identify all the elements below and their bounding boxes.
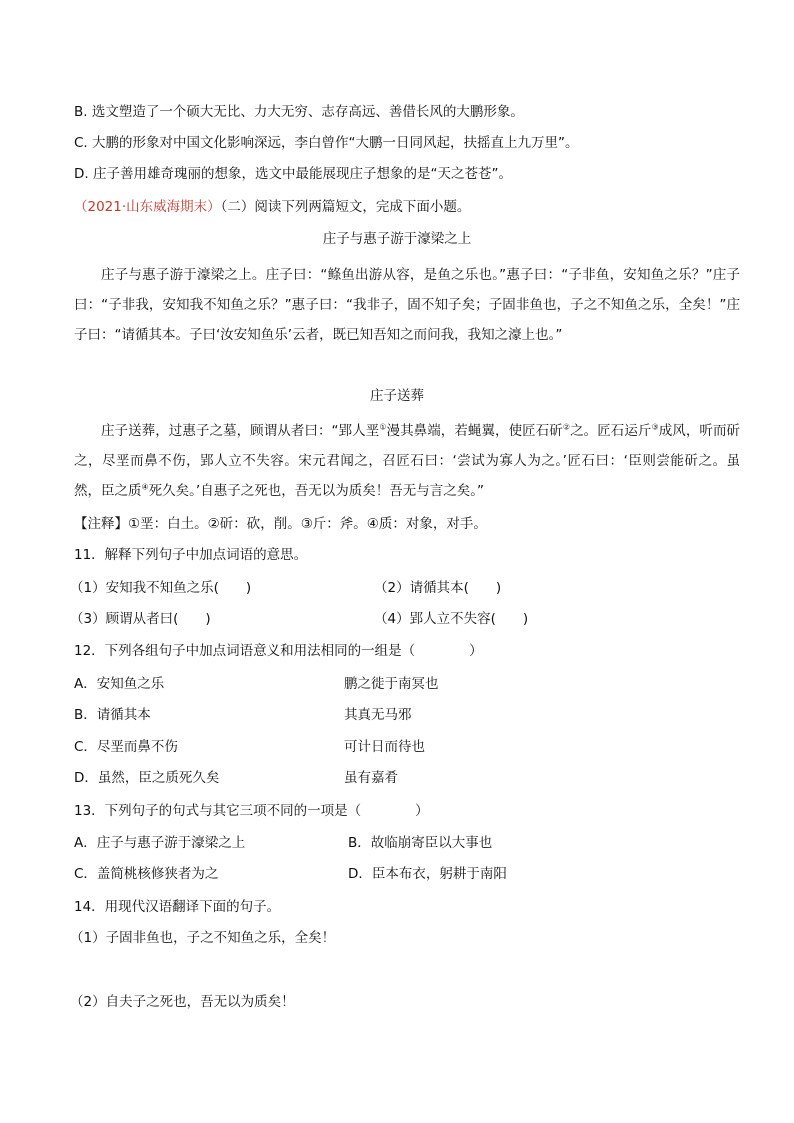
q12-option-d-right: 虽有嘉肴 bbox=[344, 770, 398, 786]
footnote-mark-2: ② bbox=[562, 422, 571, 432]
q12-option-c-right: 可计日而待也 bbox=[344, 739, 425, 755]
q11-item-1: （1）安知我不知鱼之乐( ) bbox=[70, 580, 252, 596]
q12-option-a-left: A．安知鱼之乐 bbox=[74, 676, 165, 692]
q11-stem: 11．解释下列句子中加点词语的意思。 bbox=[74, 547, 308, 563]
passage2-title: 庄子送葬 bbox=[370, 388, 424, 404]
q12-option-d-left: D．虽然，臣之质死久矣 bbox=[74, 770, 220, 786]
footnote-mark-1: ① bbox=[379, 422, 387, 432]
passage1-text: 庄子与惠子游于濠梁之上。庄子曰：“鲦鱼出游从容，是鱼之乐也。”惠子曰：“子非鱼，安知鱼之乐？”庄子曰：“子非我，安知我不知鱼之乐？”惠子曰：“我非子，固不知子矣；子固非鱼也，子之不知鱼之乐，全矣！”庄子曰：“请循其本。子曰‘汝安知鱼乐’云者，既已知吾知之而问我，我知之濠上也。” bbox=[74, 267, 740, 343]
footnote-mark-4: ④ bbox=[141, 482, 149, 492]
q13-option-c: C．盖简桃核修狭者为之 bbox=[74, 866, 219, 882]
q13-option-a: A．庄子与惠子游于濠梁之上 bbox=[74, 835, 246, 851]
option-c-line: C. 大鹏的形象对中国文化影响深远，李白曾作“大鹏一日同风起，扶摇直上九万里”。 bbox=[74, 135, 579, 151]
passage2-text: 庄子送葬，过惠子之墓，顾谓从者曰：“郢人垩①漫其鼻端，若蝇翼，使匠石斫②之。匠石运斤③成风，听而斫之，尽垩而鼻不伤，郢人立不失容。宋元君闻之，召匠石曰：‘尝试为寡人为之。’匠石曰：‘臣则尝能斫之。虽然，臣之质④死久矣。’自惠子之死也，吾无以为质矣！吾无与言之矣。” bbox=[74, 422, 741, 499]
q12-option-b-right: 其真无马邪 bbox=[344, 707, 412, 723]
option-b-line: B. 选文塑造了一个硕大无比、力大无穷、志存高远、善借长风的大鹏形象。 bbox=[74, 104, 524, 120]
q12-stem: 12．下列各组句子中加点词语意义和用法相同的一组是（ ） bbox=[74, 643, 483, 659]
section-instruction: （二）阅读下列两篇短文，完成下面小题。 bbox=[220, 199, 471, 215]
source-tag: （2021·山东威海期末） bbox=[74, 199, 221, 215]
footnote-mark-3: ③ bbox=[651, 422, 659, 432]
q13-option-b: B．故临崩寄臣以大事也 bbox=[348, 835, 493, 851]
q14-item-1: （1）子固非鱼也，子之不知鱼之乐，全矣！ bbox=[70, 930, 336, 946]
section-heading bbox=[74, 197, 470, 217]
q14-stem: 14．用现代汉语翻译下面的句子。 bbox=[74, 899, 281, 915]
passage1-title: 庄子与惠子游于濠梁之上 bbox=[322, 231, 472, 247]
annotation-note: 【注释】①垩：白土。②斫：砍，削。③斤：斧。④质：对象，对手。 bbox=[74, 516, 487, 532]
q12-option-c-left: C．尽垩而鼻不伤 bbox=[74, 739, 178, 755]
q12-option-a-right: 鹏之徙于南冥也 bbox=[344, 676, 439, 692]
q11-item-2: （2）请循其本( ) bbox=[374, 580, 502, 596]
q11-item-3: （3）顾谓从者曰( ) bbox=[70, 611, 211, 627]
q13-stem: 13．下列句子的句式与其它三项不同的一项是（ ） bbox=[74, 803, 429, 819]
q12-option-b-left: B．请循其本 bbox=[74, 707, 151, 723]
option-d-line: D. 庄子善用雄奇瑰丽的想象，选文中最能展现庄子想象的是“天之苍苍”。 bbox=[74, 166, 512, 182]
q11-item-4: （4）郢人立不失容( ) bbox=[374, 611, 529, 627]
q14-item-2: （2）自夫子之死也，吾无以为质矣！ bbox=[70, 994, 295, 1010]
q13-option-d: D．臣本布衣，躬耕于南阳 bbox=[348, 866, 507, 882]
